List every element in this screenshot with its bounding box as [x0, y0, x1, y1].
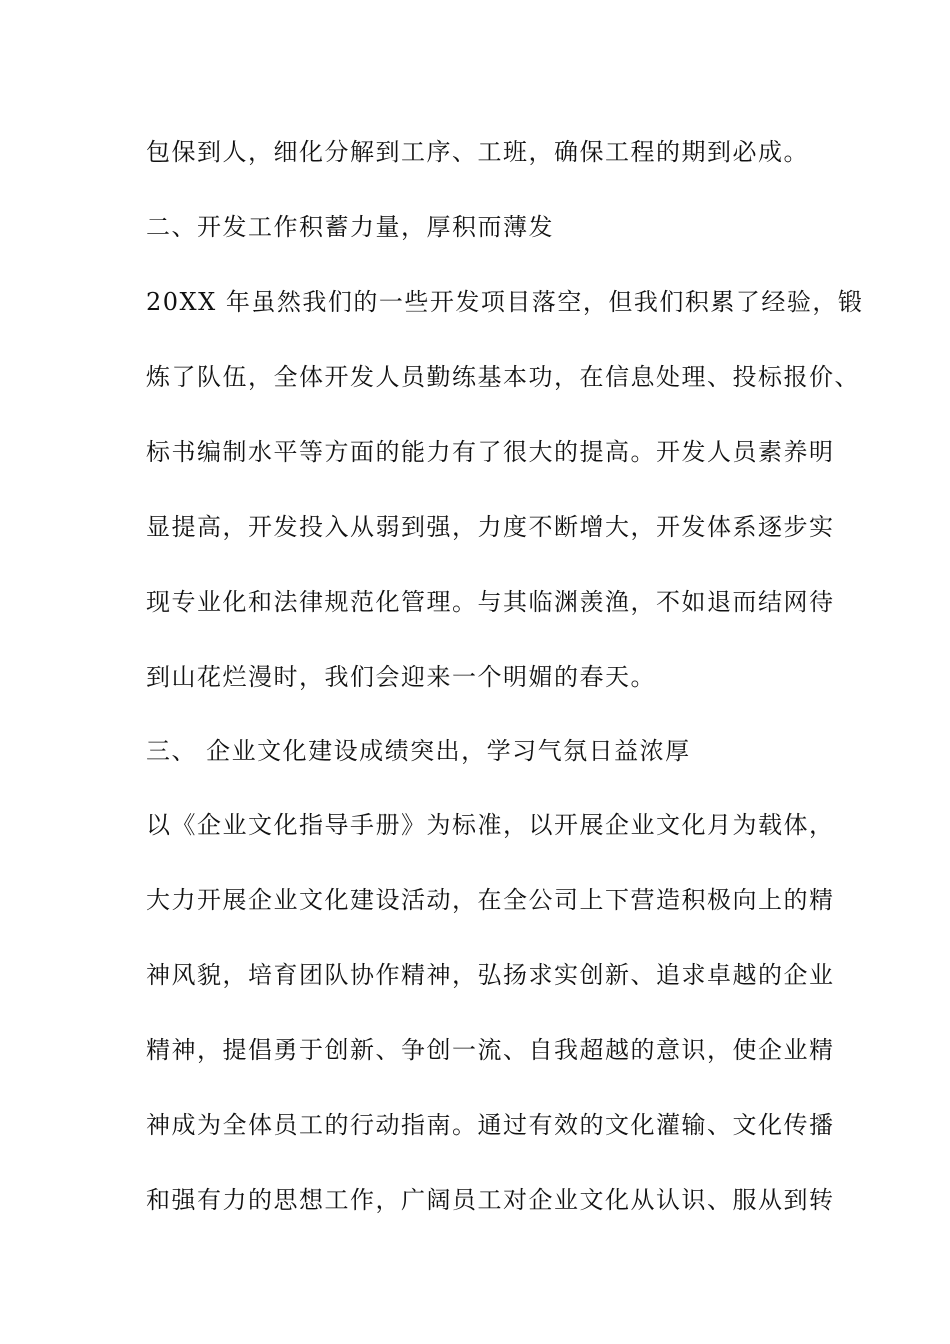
- section-heading-3: 三、 企业文化建设成绩突出，学习气氛日益浓厚: [146, 737, 691, 765]
- paragraph-line-3: 20XX 年虽然我们的一些开发项目落空，但我们积累了经验，锻: [146, 288, 864, 316]
- paragraph-line-10: 以《企业文化指导手册》为标准，以开展企业文化月为载体，: [146, 811, 835, 839]
- paragraph-line-6: 显提高，开发投入从弱到强，力度不断增大，开发体系逐步实: [146, 513, 835, 541]
- paragraph-line-15: 和强有力的思想工作，广阔员工对企业文化从认识、服从到转: [146, 1186, 835, 1214]
- paragraph-line-13: 精神，提倡勇于创新、争创一流、自我超越的意识，使企业精: [146, 1036, 835, 1064]
- paragraph-line-7: 现专业化和法律规范化管理。与其临渊羡渔，不如退而结网待: [146, 588, 835, 616]
- paragraph-line-4: 炼了队伍，全体开发人员勤练基本功，在信息处理、投标报价、: [146, 363, 860, 391]
- paragraph-line-11: 大力开展企业文化建设活动，在全公司上下营造积极向上的精: [146, 886, 835, 914]
- paragraph-line-1: 包保到人，细化分解到工序、工班，确保工程的期到必成。: [146, 138, 809, 166]
- paragraph-line-14: 神成为全体员工的行动指南。通过有效的文化灌输、文化传播: [146, 1111, 835, 1139]
- section-heading-2: 二、开发工作积蓄力量，厚积而薄发: [146, 213, 554, 241]
- paragraph-line-8: 到山花烂漫时，我们会迎来一个明媚的春天。: [146, 663, 656, 691]
- paragraph-line-12: 神风貌，培育团队协作精神，弘扬求实创新、追求卓越的企业: [146, 961, 835, 989]
- paragraph-line-5: 标书编制水平等方面的能力有了很大的提高。开发人员素养明: [146, 438, 835, 466]
